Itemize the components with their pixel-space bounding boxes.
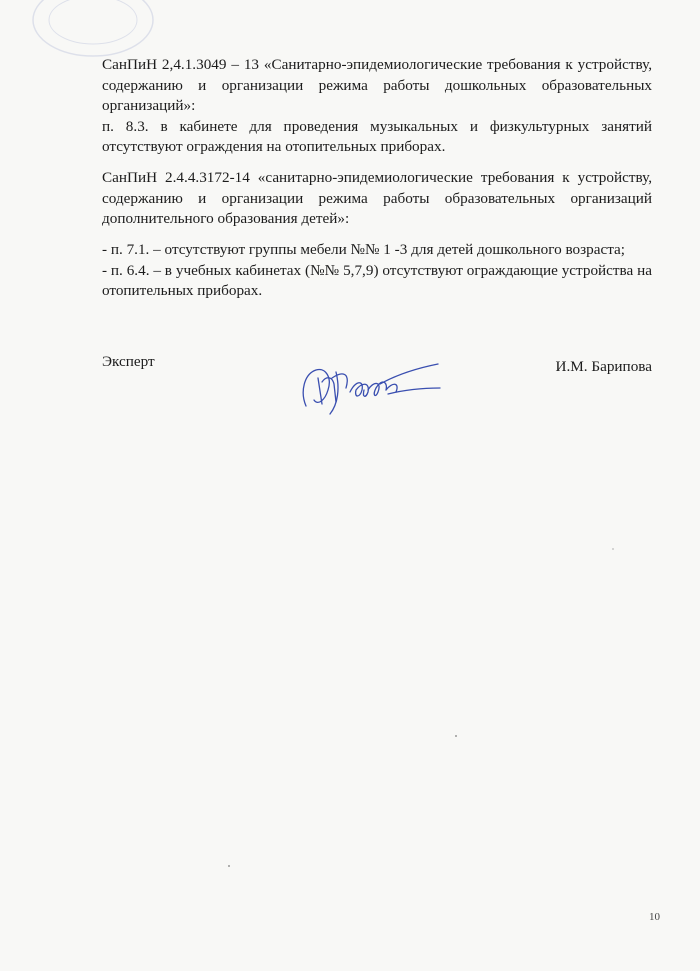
sanpin-3049-item: п. 8.3. в кабинете для проведения музыкальных и физкультурных занятий отсутствуют ограждения на отопительных приборах. (102, 117, 652, 155)
page-number: 10 (649, 911, 660, 923)
scan-speck (455, 735, 457, 737)
violation-item: - п. 6.4. – в учебных кабинетах (№№ 5,7,9) отсутствуют ограждающие устройства на отопительных приборах. (102, 261, 652, 299)
sanpin-3172-section (102, 168, 652, 230)
scan-speck (228, 865, 230, 867)
sanpin-3172-heading: СанПиН 2.4.4.3172-14 «санитарно-эпидемиологические требования к устройству, содержанию и организации режима работы образовательных организаций дополнительного образования детей»: (102, 169, 652, 227)
faded-stamp (28, 0, 158, 60)
scan-speck (612, 548, 614, 550)
expert-label: Эксперт (102, 353, 155, 370)
expert-name: И.М. Барипова (555, 358, 652, 375)
sanpin-3049-section (102, 55, 652, 158)
sanpin-3049-heading: СанПиН 2,4.1.3049 – 13 «Санитарно-эпидемиологические требования к устройству, содержанию и организации режима работы дошкольных образовательных организаций»: (102, 56, 652, 114)
violations-list (102, 240, 652, 302)
handwritten-signature (292, 348, 442, 423)
violation-item: - п. 7.1. – отсутствуют группы мебели №№ 1 -3 для детей дошкольного возраста; (102, 241, 625, 258)
